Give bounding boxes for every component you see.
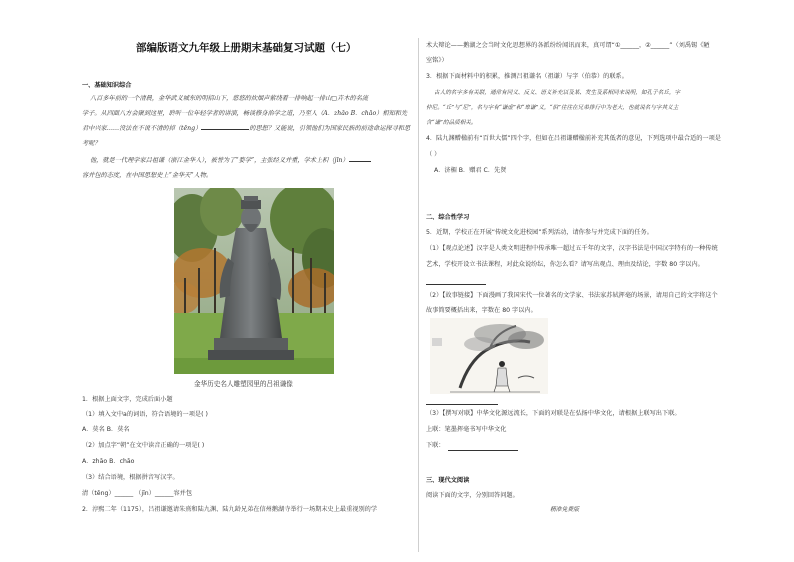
passage-line [90,157,371,165]
fill-blank[interactable] [349,161,371,162]
passage-text: 的思想？又能说，引领他们为国家民族的前途命运探寻和思 [249,125,411,132]
question-4-answer[interactable]: （ ） [426,151,441,158]
answer-line[interactable] [426,284,486,285]
passage-line: 学子。从四面八方会聚到这里，聆听一位年轻学者的讲演，畅谈修身治学之道，乃至人（A．zhāo B．chāo）相知和先 [82,110,408,117]
question-1-1-options[interactable]: A．莫名 B．莫名 [82,426,130,433]
answer-line[interactable] [426,404,498,405]
passage-line [82,125,410,133]
passage-line: 容并包的态度，在中国思想史上“金华天”人物。 [82,172,213,179]
couplet-lower-label: 下联： [426,442,445,449]
question-5-1: （1）【观点论述】汉字是人类文明进程中传承唯一超过五千年的文字，汉字书法是中国汉字特有的一种传统 [426,245,718,252]
question-4-options[interactable]: A．济楣 B．赠君 C．先贤 [434,167,507,174]
question-2-cont: 室铭》） [426,57,448,64]
passage-text: 他，就是一代理学家吕祖谦（浙江金华人），被誉为了“婺学”，主张经义并重，学术上积（jīn） [90,157,349,164]
passage-line: 八百多年前的一个清晨，金华武义城东的明招山下，悠悠的炊烟声萦绕着一排响起一排山▢卉木的名流 [90,95,369,102]
statue-photo [174,188,334,374]
column-divider [418,38,419,552]
material-line: 仲尼。“丘”与“尼”，名与字有“谦虚”和“卑谦”义，“伯”往往在兄弟排行中为老大，也就说名与字其义主 [426,105,679,111]
ink-painting-illustration [430,318,548,394]
question-5-1: 艺术，学校开设立书法课程，对此众说纷纭，你怎么看？请写出观点、理由及结论，字数 80 字以内。 [426,261,704,268]
question-5-2: 故事简要概括出来，字数在 80 字以内。 [426,307,537,314]
question-1-2: （2）加点字“朝”在文中读音正确的一项是( ) [82,442,205,449]
question-1-1: （1）填入文中a的词语，符合语境的一项是( ) [82,411,208,418]
question-2: 2．淳熙二年（1175），吕祖谦邀请朱熹和陆九渊、陆九龄兄弟在信州鹅湖寺举行一场期末史上最重视别的学 [82,506,378,513]
question-5-3: （3）【撰写对联】中华文化源远流长，下面的对联是在弘扬中华文化，请根据上联写出下联。 [426,410,681,417]
section-3-intro: 阅读下面的文字，分别回答问题。 [426,492,519,499]
question-1-3: （3）结合语境，根据拼音写汉字。 [82,474,179,481]
right-column [426,0,766,562]
question-5-2: （2）【故事链接】下面漫画了我国宋代一位著名的文学家、书法家苏轼挥毫的场景，请用自己的文字将这个 [426,292,718,299]
question-1-3-fill[interactable]: 清（tēng）______ （jīn）______容并包 [82,490,193,497]
footer-mark: 精准免费版 [550,507,579,513]
left-column [82,0,414,562]
question-1: 1．根据上面文字，完成后面小题 [82,396,173,403]
section-2-heading: 二、综合性学习 [426,214,470,221]
material-line: 古人的名字多有关联，通常有同义、反义、语义补充以及某、发生及系相同来说明，如孔子名丘，字 [434,90,681,96]
question-4: 4．陆九渊赠楹前有“百世大儒”四个字，但如在吕祖谦赠楹前补充其低者的意见，下列选项中最合适的一项是 [426,135,721,142]
doc-title: 部编版语文九年级上册期末基础复习试题（七） [136,42,357,54]
section-1-heading: 一、基础知识综合 [82,82,132,89]
photo-caption: 金华历史名人雕塑园里的吕祖谦像 [194,380,293,388]
material-line: 含“谦”的品质相关。 [426,120,477,126]
question-1-2-options[interactable]: A．zhāo B．chāo [82,458,135,465]
question-3: 3．根据下面材料中的积累，推测吕祖谦名（祖谦）与字（伯恭）的联系。 [426,73,628,80]
passage-line: 考呢？ [82,140,101,147]
question-2-cont[interactable]: 术大辩论——鹅湖之会当时文化思想界的各派纷纷闻讯而来，真可谓“①______，②______”（刘禹锡《陋 [426,42,710,49]
fill-blank[interactable] [201,129,249,130]
couplet-lower-blank[interactable] [448,450,518,451]
section-3-heading: 三、现代文阅读 [426,477,470,484]
question-5: 5．近期，学校正在开展“传统文化进校园”系列活动，请你参与并完成下面的任务。 [426,229,653,236]
passage-text: 君中兴家……没法在不说不清的掉（tēng） [82,125,202,132]
couplet-upper: 上联：笔墨挥毫书写中华文化 [426,426,507,433]
